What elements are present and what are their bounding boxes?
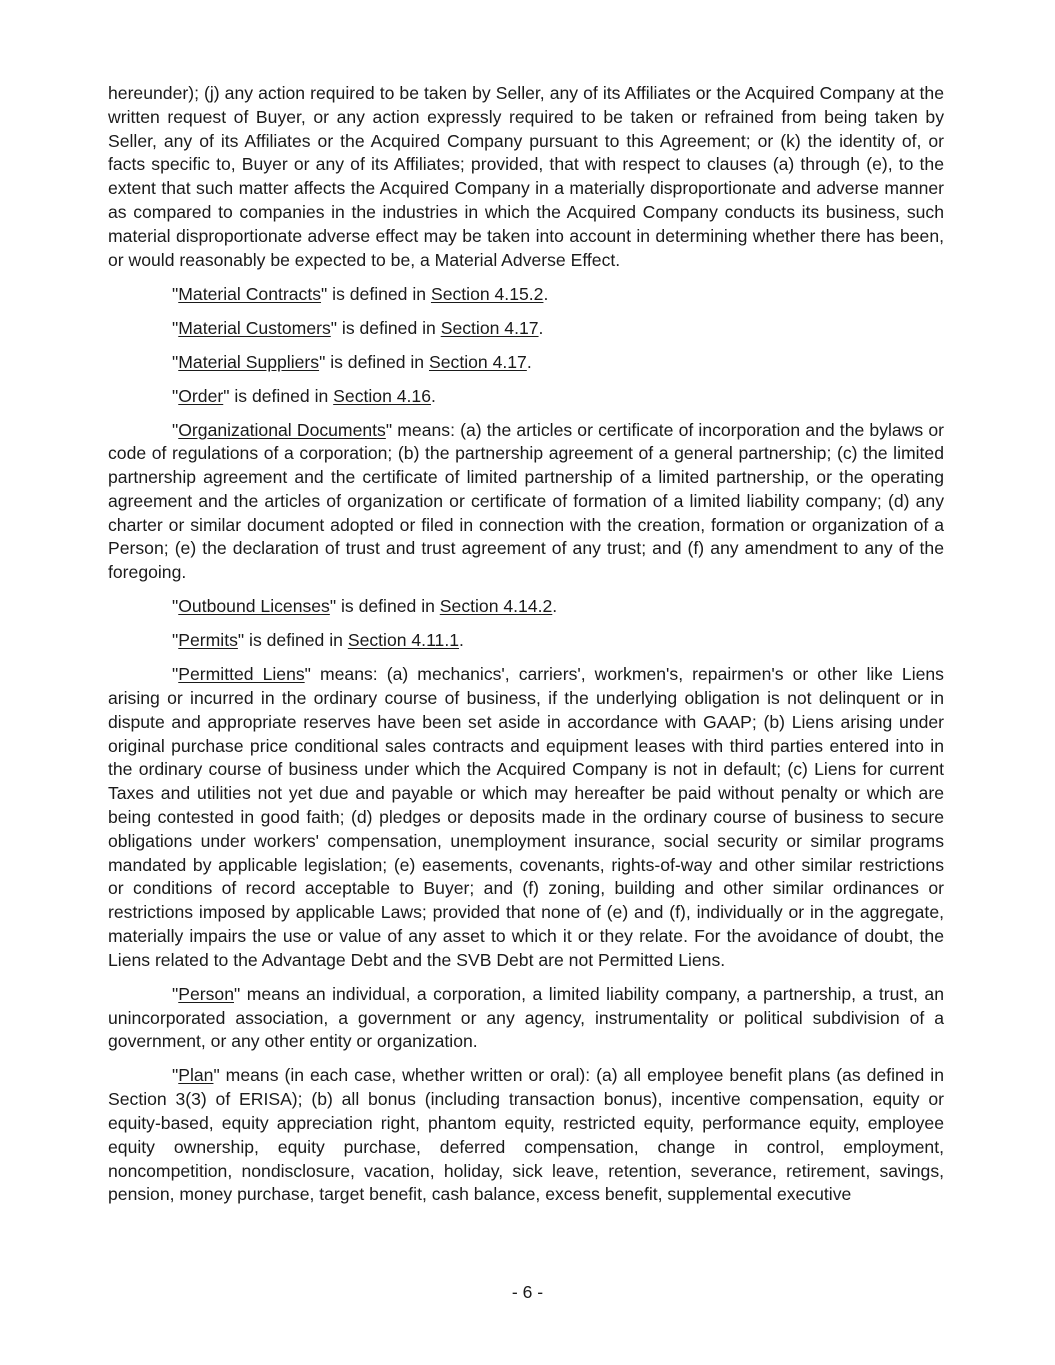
section-reference: Section 4.11.1 [347, 630, 460, 651]
section-reference: Section 4.14.2 [439, 596, 553, 617]
page-number: - 6 - [511, 1282, 544, 1302]
defined-term: Order [178, 385, 224, 406]
defined-term: Material Contracts [178, 283, 322, 304]
section-reference: Section 4.16 [333, 385, 431, 406]
defined-term: Person [178, 983, 234, 1004]
defined-term: Permitted Liens [178, 664, 305, 685]
section-reference: Section 4.17 [440, 317, 539, 338]
definition-person: "Person" means an individual, a corporation, a limited liability company, a partnership, a trust, an unincorporated association, a government or any agency, instrumentality or political subdivision of a government, or any other entity or organization. [108, 983, 944, 1052]
defined-term: Plan [178, 1065, 214, 1086]
definition-material-suppliers: "Material Suppliers" is defined in Section 4.17. [172, 351, 532, 372]
document-page [108, 82, 944, 1217]
definition-organizational-documents: "Organizational Documents" means: (a) the articles or certificate of incorporation and the bylaws or code of regulations of a corporation; (b) the partnership agreement of a general partnership; (c) the limited partnership agreement and the certificate of limited partnership of a limited partnership, or the operating agreement and the articles of organization or certificate of formation of a limited liability company; (d) any charter or similar document adopted or filed in connection with the creation, formation or organization of a Person; (e) the declaration of trust and trust agreement of any trust; and (f) any amendment to any of the foregoing. [108, 419, 945, 583]
defined-term: Organizational Documents [178, 419, 386, 440]
section-reference: Section 4.17 [429, 351, 527, 372]
definition-permits: "Permits" is defined in Section 4.11.1. [172, 630, 464, 651]
definition-plan: "Plan" means (in each case, whether written or oral): (a) all employee benefit plans (as defined in Section 3(3) of ERISA); (b) all bonus (including transaction bonus), incentive compensation, equity or equity-based, equity appreciation right, phantom equity, restricted equity, performance equity, employee equity ownership, equity purchase, deferred compensation, change in control, employment, noncompetition, nondisclosure, vacation, holiday, sick leave, retention, severance, retirement, savings, pension, money purchase, target benefit, cash balance, excess benefit, supplemental executive [108, 1065, 944, 1205]
defined-term: Material Customers [178, 317, 331, 338]
defined-term: Outbound Licenses [178, 596, 330, 617]
definition-permitted-liens: "Permitted Liens" means: (a) mechanics', carriers', workmen's, repairmen's or other like Liens arising or incurred in the ordinary course of business, if the underlying obligation is not delinquent or in dispute and appropriate reserves have been set aside in accordance with GAAP; (b) Liens arising under original purchase price conditional sales contracts and equipment leases with third parties entered into in the ordinary course of business under which the Acquired Company is not in default; (c) Liens for current Taxes and utilities not yet due and payable or which may hereafter be paid without penalty or which are being contested in good faith; (d) pledges or deposits made in the ordinary course of business to secure obligations under workers' compensation, unemployment insurance, social security or similar programs mandated by applicable legislation; (e) easements, covenants, rights-of-way and other similar restrictions or conditions of record acceptable to Buyer; and (f) zoning, building and other similar ordinances or restrictions imposed by applicable Laws; provided that none of (e) and (f), individually or in the aggregate, materially impairs the use or value of any asset to which it or they relate. For the avoidance of doubt, the Liens related to the Advantage Debt and the SVB Debt are not Permitted Liens. [108, 664, 944, 970]
defined-term: Material Suppliers [178, 351, 320, 372]
definition-order: "Order" is defined in Section 4.16. [172, 385, 436, 406]
section-reference: Section 4.15.2 [430, 283, 544, 304]
definition-material-customers: "Material Customers" is defined in Section 4.17. [172, 317, 544, 338]
definition-outbound-licenses: "Outbound Licenses" is defined in Section 4.14.2. [172, 596, 558, 617]
defined-term: Permits [178, 630, 238, 651]
continuation-paragraph: hereunder); (j) any action required to be taken by Seller, any of its Affiliates or the Acquired Company at the written request of Buyer, or any action expressly required to be taken or refrained from being taken by Seller, any of its Affiliates or the Acquired Company pursuant to this Agreement; or (k) the identity of, or facts specific to, Buyer or any of its Affiliates; provided, that with respect to clauses (a) through (e), to the extent that such matter affects the Acquired Company in a materially disproportionate and adverse manner as compared to companies in the industries in which the Acquired Company conducts its business, such material disproportionate adverse effect may be taken into account in determining whether there has been, or would reasonably be expected to be, a Material Adverse Effect. [108, 83, 944, 270]
definition-material-contracts: "Material Contracts" is defined in Section 4.15.2. [172, 283, 549, 304]
